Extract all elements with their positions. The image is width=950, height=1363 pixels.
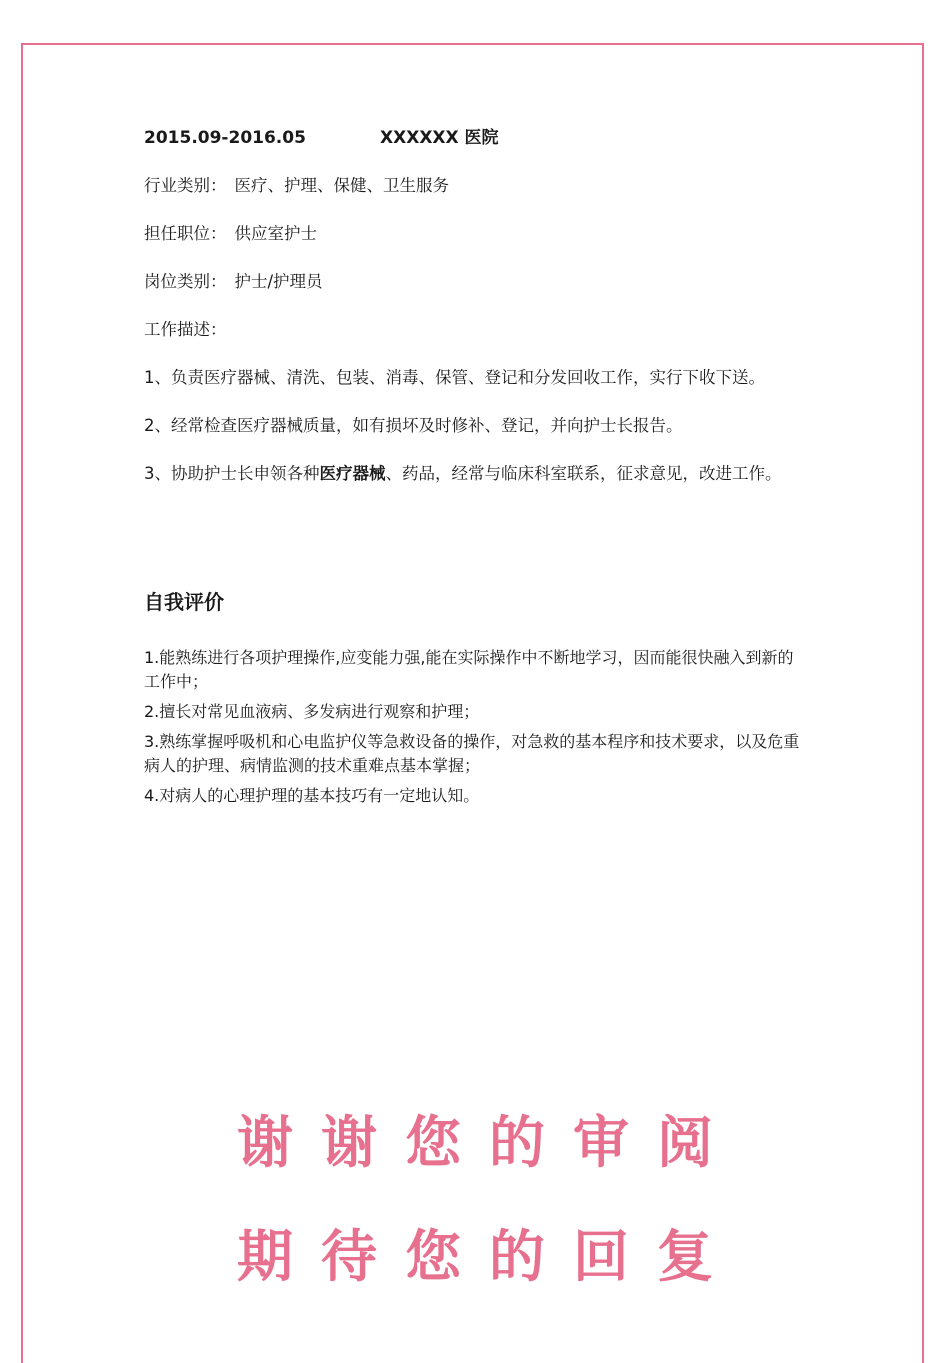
field-value: 供应室护士 — [234, 224, 317, 243]
field-value: 护士/护理员 — [234, 272, 323, 291]
page-border-gap — [225, 1336, 733, 1346]
work-experience-section — [144, 125, 824, 487]
field-label: 担任职位： — [144, 224, 227, 243]
self-evaluation-title: 自我评价 — [144, 590, 224, 614]
field-label: 行业类别： — [144, 176, 227, 195]
self-evaluation-item: 3.熟练掌握呼吸机和心电监护仪等急救设备的操作，对急救的基本程序和技术要求，以及危重病人的护理、病情监测的技术重难点基本掌握； — [144, 732, 800, 775]
job-date-range: 2015.09-2016.05 — [144, 128, 306, 148]
field-job-category — [144, 269, 824, 295]
self-evaluation-item: 4.对病人的心理护理的基本技巧有一定地认知。 — [144, 786, 480, 805]
closing-reply-line: 期待您的回复 — [237, 1225, 741, 1290]
field-position — [144, 221, 824, 247]
self-evaluation-item: 2.擅长对常见血液病、多发病进行观察和护理； — [144, 702, 480, 721]
field-industry — [144, 173, 824, 199]
job-description-item: 2、经常检查医疗器械质量，如有损坏及时修补、登记，并向护士长报告。 — [144, 416, 683, 435]
job-description-item — [144, 461, 824, 487]
job-description-label: 工作描述： — [144, 320, 227, 339]
description-bold-text: 医疗器械 — [319, 464, 386, 483]
job-header — [144, 125, 824, 151]
field-value: 医疗、护理、保健、卫生服务 — [234, 176, 449, 195]
closing-thanks-line: 谢谢您的审阅 — [237, 1111, 741, 1176]
self-evaluation-item: 1.能熟练进行各项护理操作,应变能力强,能在实际操作中不断地学习，因而能很快融入到新的工作中； — [144, 648, 794, 691]
self-evaluation-list — [144, 646, 804, 814]
job-employer: XXXXXX 医院 — [380, 128, 499, 148]
description-text: 3、协助护士长申领各种 — [144, 464, 320, 483]
field-label: 岗位类别： — [144, 272, 227, 291]
job-description-item: 1、负责医疗器械、清洗、包装、消毒、保管、登记和分发回收工作，实行下收下送。 — [144, 368, 765, 387]
description-text: 、药品，经常与临床科室联系，征求意见，改进工作。 — [385, 464, 782, 483]
